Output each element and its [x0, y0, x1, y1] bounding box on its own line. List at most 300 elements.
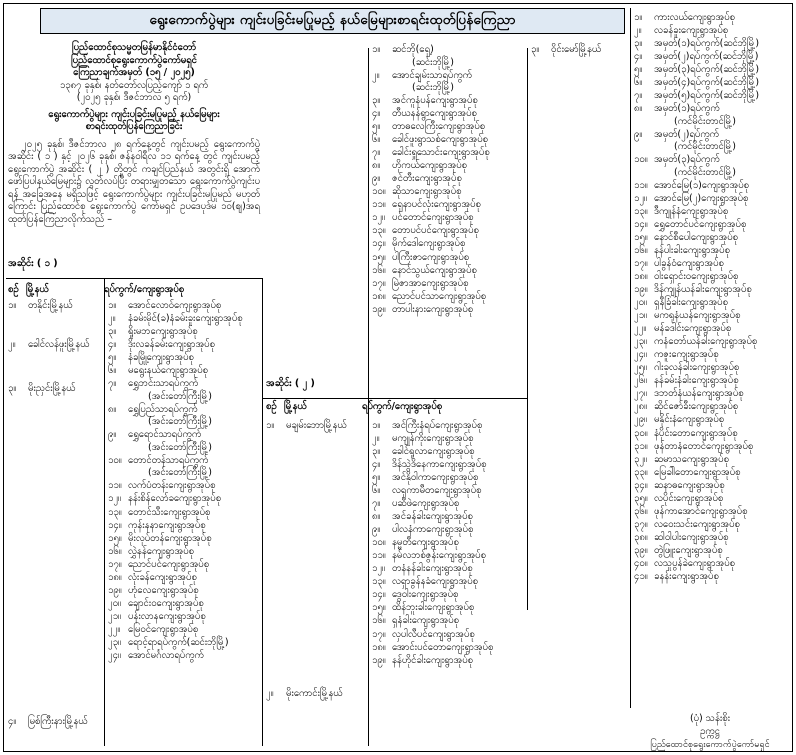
ward-no: ၁၁။	[372, 199, 386, 211]
list-item	[372, 108, 524, 121]
ward-no: ၁၇။	[372, 628, 386, 640]
ward-name: အမှတ်(၂)ရပ်ကွက်(ဆင်ဘိုမြို့)	[654, 51, 759, 63]
list-item	[634, 532, 786, 545]
ward-name-text: အမှတ်(၁)ရပ်ကွက်	[654, 103, 720, 115]
list-item	[108, 598, 258, 611]
ward-no: ၂၂။	[634, 323, 647, 335]
ward-name	[128, 455, 258, 480]
ward-no: ၁၇။	[634, 258, 648, 270]
ward-no: ၁၆။	[634, 245, 648, 257]
list-item	[108, 365, 258, 378]
ward-no: ၂။	[634, 25, 642, 37]
list-item	[634, 284, 786, 297]
list-item	[634, 77, 786, 90]
ward-no: ၂၁။	[108, 610, 121, 622]
ward-name	[128, 404, 258, 429]
ward-name-text: အမှတ်(၃)ရပ်ကွက်	[654, 154, 720, 166]
ward-name: အောင်မြေ(၂)ကျေးရွာအုပ်စု	[654, 192, 749, 204]
list-item	[372, 629, 524, 642]
ward-name: အောင်မြေ(၁)ကျေးရွာအုပ်စု	[654, 179, 750, 191]
ward-name: ကဇူးကျေးရွာအုပ်စု	[654, 349, 719, 361]
ward-name: ရှေနာပင်လုံးကျေးရွာအုပ်စု	[392, 199, 481, 211]
ward-name: အမှတ်(၄)ရပ်ကွက်(ဆင်ဘိုမြို့)	[654, 77, 760, 89]
town-no: ၃။	[8, 383, 17, 395]
ward-name	[654, 154, 786, 179]
town-name: မြစ်ကြီးနားမြို့နယ်	[28, 715, 88, 727]
town-no: ၁။	[8, 300, 17, 311]
ward-name: ဆနာဓကျေးရွာအုပ်စု	[654, 479, 725, 491]
list-item	[634, 129, 786, 154]
ward-name: နန်ခမ်းနံခါးကျေးရွာအုပ်စု	[654, 375, 739, 387]
section-2-ward-list-bottom	[372, 420, 524, 668]
ward-name-text: ရွှေရောင်သာရပ်ကွက်	[128, 429, 202, 441]
ward-name	[392, 44, 524, 69]
list-item	[372, 265, 524, 278]
ward-no: ၅။	[634, 64, 643, 76]
ward-no: ၁၀။	[372, 537, 386, 549]
ward-name: ဖုန်တာနံတောင်ကျေးရွာအုပ်စု	[654, 440, 754, 452]
ward-no: ၃။	[372, 95, 381, 107]
list-item	[8, 300, 102, 313]
ward-no: ၃၄။	[634, 479, 648, 491]
ward-name: အင်ခန်ခါးကျေးရွာအုပ်စု	[392, 511, 473, 523]
ward-no: ၁၉။	[634, 284, 648, 296]
ward-no: ၁၃။	[108, 506, 122, 518]
ward-name: ခနန်းကျေးရွာအုပ်စု	[654, 570, 719, 582]
ward-name: ခေါင်ရူလာကျေးရွာအုပ်စု	[392, 446, 475, 458]
ward-name: အောင်လောဝ်ကျေးရွာအုပ်စု	[128, 300, 222, 311]
ward-no: ၁။	[372, 420, 381, 431]
list-item	[372, 238, 524, 251]
ward-name	[654, 129, 786, 154]
town-name: ဝိုင်းမော်မြို့နယ်	[551, 44, 602, 55]
ward-name: တာပါးနားကျေးရွာအုပ်စု	[392, 303, 474, 315]
ward-no: ၉။	[634, 128, 643, 140]
ward-name: အောင်းပင်တောကျေးရွာအုပ်စု	[392, 641, 494, 653]
list-item	[634, 467, 786, 480]
column-rule-2	[262, 278, 263, 746]
ward-name: ဂါးခုလန်ခါးကျေးရွာအုပ်စု	[654, 362, 740, 374]
ward-no: ၉။	[372, 524, 381, 536]
ward-no: ၂၃။	[634, 336, 647, 348]
section-2-header-town: မြို့နယ်	[284, 401, 307, 412]
list-item	[634, 206, 786, 219]
list-item	[634, 506, 786, 519]
list-item	[634, 388, 786, 401]
list-item	[372, 70, 524, 95]
section-2-headers	[266, 401, 524, 416]
ward-name: လှပါလီပင်ကျေးရွာအုပ်စု	[392, 628, 475, 640]
signature-organization: ပြည်ထောင်စုရွေးကောက်ပွဲကော်မရှင်	[650, 739, 770, 750]
ward-name: နောင်သွယ်ကျေးရွာအုပ်စု	[392, 264, 477, 276]
ward-no: ၈။	[372, 160, 381, 172]
ward-no: ၂၂။	[108, 623, 121, 635]
ward-no: ၁၇။	[108, 558, 122, 570]
list-item	[372, 147, 524, 160]
ward-name: ခေါင်းရှူသောင်းကျေးရွာအုပ်စု	[392, 147, 490, 159]
list-item	[634, 571, 786, 584]
ward-no: ၁၁။	[108, 480, 122, 492]
ward-name: မိုက်ဒေါကျေးရွာအုပ်စု	[392, 238, 466, 250]
section-2-label: အဆိုင်း ( ၂ )	[266, 378, 315, 389]
ward-name: မနိုင်းနံကျေးရွာအုပ်စု	[654, 414, 725, 426]
list-item	[634, 414, 786, 427]
list-item	[372, 44, 524, 69]
ward-name: ဒီကျုန်နံကျေးရွာအုပ်စု	[654, 205, 729, 217]
signature-name: (ပုံ) သန်းစိုး	[689, 713, 731, 724]
list-item	[108, 339, 258, 352]
ward-no: ၂၄။	[108, 649, 121, 661]
ward-name: အင်ကြီးနံရပ်ကျေးရွာအုပ်စု	[392, 420, 483, 431]
ward-name: ဇင်တီးကျေးရွာအုပ်စု	[392, 173, 462, 185]
list-item	[634, 258, 786, 271]
ward-name-text: တောင်တန်သာရပ်ကွက်	[128, 454, 209, 466]
ward-name: မြဲဇာအာကျေးရွာအုပ်စု	[392, 277, 469, 289]
list-item	[634, 51, 786, 64]
ward-no: ၈။	[634, 103, 643, 115]
section-2-header-no: စဉ်	[266, 401, 277, 412]
ward-name	[128, 429, 258, 454]
town-no: ၃။	[531, 44, 540, 55]
ward-name-text: ရွှေဘင်းသာရပ်ကွက်	[128, 378, 199, 390]
ward-no: ၂၉။	[634, 414, 647, 426]
list-item	[372, 576, 524, 589]
page-title: ရွေးကောက်ပွဲများ ကျင်းပခြင်းမပြုမည့် နယ်မြေများစာရင်းထုတ်ပြန်ကြေညာ	[149, 12, 516, 29]
header-rule-left	[6, 278, 262, 279]
list-item	[634, 154, 786, 179]
ward-name: ကုန်းနနာကျေးရွာအုပ်စု	[128, 519, 206, 531]
ward-name: မန်ခဒါင်းကျေးရွာအုပ်စု	[654, 323, 732, 335]
list-item	[372, 472, 524, 485]
ward-name-text: အောင်ချမ်းသာရပ်ကွက်	[392, 69, 472, 81]
ward-name	[128, 378, 258, 403]
ward-no: ၁၅။	[372, 602, 386, 614]
ward-no: ၁။	[634, 12, 643, 23]
ward-name: လက်ပံတန်းကျေးရွာအုပ်စု	[128, 480, 216, 492]
list-item	[372, 420, 524, 433]
list-item	[108, 480, 258, 493]
list-item	[108, 572, 258, 585]
ward-name: အမှတ်(၁)ရပ်ကွက်(ဆင်ဘိုမြို့)	[654, 38, 760, 50]
list-item	[634, 493, 786, 506]
list-item	[372, 160, 524, 173]
ward-name: ရောင့်ရာရပ်ကွက်(ဆင်းဘိုမြို့)	[128, 636, 229, 648]
list-item	[108, 546, 258, 559]
list-item	[634, 519, 786, 532]
list-item	[372, 446, 524, 459]
town-name: မိုးကောင်းမြို့နယ်	[286, 687, 343, 699]
list-item	[634, 90, 786, 103]
list-item	[372, 589, 524, 602]
ward-name: အမှတ်(၅)ရပ်ကွက်(ဆင်ဘိုမြို့)	[654, 90, 760, 102]
ward-no: ၃၈။	[634, 531, 648, 543]
ward-no: ၁၉။	[372, 303, 386, 315]
list-item	[634, 232, 786, 245]
list-item	[634, 219, 786, 232]
town-no: ၂။	[8, 338, 16, 350]
ward-no: ၃၂။	[634, 453, 647, 465]
ward-name: တွဲဖြူးကျေးရွာအုပ်စု	[654, 544, 723, 556]
ward-name: လခန်ခူးကျေးရွာအုပ်စု	[654, 25, 729, 37]
ward-no: ၃၁။	[634, 440, 648, 452]
ward-no: ၁၈။	[634, 271, 648, 283]
list-item	[634, 12, 786, 25]
intro-subtitle-2: စာရင်းထုတ်ပြန်ကြေညာခြင်း	[85, 121, 183, 133]
ward-no: ၃၉။	[634, 544, 648, 556]
ward-name: လသူပွန်ခဲကျေးရွာအုပ်စု	[654, 557, 735, 569]
ward-no: ၄။	[372, 459, 381, 471]
ward-name: မကရုနံယန်ကျေးရွာအုပ်စု	[654, 310, 741, 322]
list-item	[108, 533, 258, 546]
column-rule-5	[630, 8, 631, 708]
ward-name: နောင်စီပေါကျေးရွာအုပ်စု	[654, 232, 739, 244]
ward-name: ခေါင်ဖူးရွာသစ်ကျေးရွာအုပ်စု	[392, 134, 488, 146]
ward-no: ၁၉။	[108, 584, 122, 596]
ward-no: ၂၃။	[108, 636, 121, 648]
ward-name: ဝါးရှောင်းဝကျေးရွာအုပ်စု	[654, 271, 739, 283]
ward-no: ၇။	[108, 378, 117, 390]
ward-name: လရှကာမီတကျေးရွာအုပ်စု	[392, 485, 482, 497]
signature-position: ဥက္ကဋ္ဌ	[700, 726, 720, 738]
ward-no: ၆။	[634, 77, 643, 89]
ward-name-sub: (ကင်မိုင်းတာင်မြို့)	[674, 141, 737, 153]
ward-no: ၃၀။	[634, 427, 648, 439]
list-item	[108, 650, 258, 663]
list-item	[634, 480, 786, 493]
list-item	[266, 688, 364, 701]
ward-no: ၃၅။	[634, 492, 648, 504]
ward-name: မြေခါါတောကျေးရွာအုပ်စု	[654, 466, 741, 478]
ward-no: ၁၀။	[372, 186, 386, 198]
ward-name-sub: (အင်းတော်ကြီးမြို့)	[148, 467, 212, 479]
list-item	[634, 193, 786, 206]
ward-name: ကားလယ်ကျေးရွာအုပ်စု	[654, 12, 735, 23]
ward-no: ၅။	[108, 352, 117, 364]
ward-no: ၁၂။	[108, 493, 121, 505]
ward-name: မကျုန်ကိုးကျေးရွာအုပ်စု	[392, 433, 474, 445]
list-item	[634, 375, 786, 388]
ward-no: ၂၁။	[634, 310, 647, 322]
ward-no: ၅။	[372, 121, 381, 133]
list-item	[372, 252, 524, 265]
ward-name: ရှိုးမဘကျေးရွာအုပ်စု	[128, 326, 198, 338]
ward-no: ၈။	[372, 511, 381, 523]
ward-name: နံခမြိုု့ကျေးရွာအုပ်စု	[128, 352, 194, 364]
ward-no: ၁၅။	[634, 232, 648, 244]
ward-name: လပိုင်းကျေးရွာအုပ်စု	[654, 492, 724, 504]
ward-no: ၂၆။	[634, 375, 647, 387]
ward-name: တီယနန်ရွာကျေးရွာအုပ်စု	[392, 108, 477, 120]
intro-subtitle-1: ရွေးကောက်ပွဲများ ကျင်းပခြင်းမပြုမည့် နယ်မြေများ	[48, 108, 220, 120]
list-item	[634, 558, 786, 571]
list-item	[634, 362, 786, 375]
ward-no: ၇။	[634, 90, 643, 102]
list-item	[108, 300, 258, 313]
ward-name: ဒွေဝါးကျေးရွာအုပ်စု	[392, 589, 459, 601]
list-item	[372, 433, 524, 446]
list-item	[372, 524, 524, 537]
ward-name: ပါလနံကာကျေးရွာအုပ်စု	[392, 524, 474, 536]
list-item	[372, 278, 524, 291]
ward-name	[654, 103, 786, 128]
list-item	[634, 103, 786, 128]
ward-no: ၄။	[108, 339, 117, 351]
header-rule-mid	[262, 398, 527, 399]
ward-name: ရှနီခြံခါးကျေးရွာအုပ်စု	[654, 297, 728, 309]
ward-name: ဆမာသကျေးရွာအုပ်စု	[654, 453, 729, 465]
ward-name: ဒိန်ကျုန်ယန်ခါးကျေးရွာအုပ်စု	[654, 284, 752, 296]
list-item	[372, 304, 524, 317]
ward-no: ၁၉။	[372, 654, 386, 666]
ward-no: ၁၀။	[634, 154, 648, 166]
list-item	[634, 349, 786, 362]
list-item	[634, 428, 786, 441]
ward-name: ထိန်ဘူးခါးကျေးရွာအုပ်စု	[392, 602, 475, 614]
list-item	[634, 245, 786, 258]
ward-no: ၂၇။	[634, 388, 647, 400]
intro-line-4: ၁၃၈၇ ခုနှစ်၊ နတ်တော်လပြည့်ကျော် ၁ ရက်	[59, 79, 209, 91]
ward-name: ပါခွန်ဝံကျေးရွာအုပ်စု	[654, 258, 724, 270]
intro-line-2: ပြည်ထောင်စုရွေးကောက်ပွဲကော်မရှင်	[71, 54, 197, 66]
section-2-label-block	[266, 378, 364, 391]
town-name: မိုးညှင်းမြို့နယ်	[28, 383, 76, 395]
list-item	[372, 173, 524, 186]
section-1-header-town: မြို့နယ်	[26, 284, 49, 295]
list-item	[372, 291, 524, 304]
ward-name: ပင်တောင်ကျေးရွာအုပ်စု	[392, 212, 474, 224]
list-item	[108, 624, 258, 637]
ward-name: ပါကြီးဇာကျေးရွာအုပ်စု	[392, 251, 470, 263]
list-item	[634, 401, 786, 414]
town-no: ၂။	[266, 687, 274, 699]
ward-name-text: ဆင်ဘို(ရှေ့)	[392, 44, 434, 55]
ward-name: တနံနန်ခါးကျေးရွာအုပ်စု	[392, 563, 473, 575]
ward-no: ၄၀။	[634, 557, 648, 569]
ward-no: ၆။	[108, 365, 117, 377]
list-item	[266, 420, 364, 433]
list-item	[634, 271, 786, 284]
section-1-label: အဆိုင်း ( ၁ )	[8, 258, 58, 269]
column-rule-3	[368, 48, 369, 746]
list-item	[108, 611, 258, 624]
ward-name: တာဓလေကြီးကျေးရွာအုပ်စု	[392, 121, 486, 133]
section-2-ward-list-top	[372, 44, 524, 317]
town-name: မချမ်းဘောမြို့နယ်	[286, 420, 347, 431]
ward-name: နမ္မတီကျေးရွာအုပ်စု	[392, 537, 459, 549]
ward-no: ၁၂။	[372, 563, 385, 575]
ward-no: ၂။	[108, 313, 116, 325]
ward-no: ၂၈။	[634, 401, 647, 413]
ward-no: ၁၈။	[372, 641, 386, 653]
list-item	[108, 429, 258, 454]
section-2-header-ward: ရပ်ကွက်/ကျေးရွာအုပ်စု	[362, 401, 443, 412]
list-item	[531, 44, 627, 57]
ward-name: အင်နိုဝါကာကျေးရွာအုပ်စု	[392, 472, 479, 484]
list-item	[634, 323, 786, 336]
list-item	[108, 352, 258, 365]
list-item	[372, 498, 524, 511]
list-item	[108, 585, 258, 598]
section-1-town-list	[8, 300, 102, 729]
ward-name-sub: (အင်းတော်ကြီးမြို့)	[148, 441, 212, 453]
ward-no: ၂၄။	[634, 349, 647, 361]
ward-no: ၁၆။	[372, 615, 386, 627]
ward-no: ၇။	[372, 498, 381, 510]
list-item	[634, 310, 786, 323]
ward-name: လဝေးသင်းကျေးရွာအုပ်စု	[654, 518, 740, 530]
list-item	[8, 339, 102, 352]
column-intro	[8, 42, 260, 227]
list-item	[108, 455, 258, 480]
list-item	[108, 559, 258, 572]
ward-no: ၃၆။	[634, 505, 648, 517]
list-item	[372, 563, 524, 576]
ward-no: ၁၄။	[108, 519, 122, 531]
list-item	[372, 459, 524, 472]
ward-name: နံခမ်းမိုင်(ခ)နံခမ်းခူးကျေးရွာအုပ်စု	[128, 313, 243, 325]
list-item	[8, 716, 102, 729]
list-item	[108, 493, 258, 506]
ward-no: ၇။	[372, 147, 381, 159]
ward-no: ၉။	[372, 173, 381, 185]
ward-name: လွှဲနန်ကျေးရွာအုပ်စု	[128, 545, 194, 557]
ward-name-sub: (ဆင်းဘိုမြို့)	[412, 82, 454, 94]
ward-name: နန်ဟိုင်ခါးကျေးရွာအုပ်စု	[392, 654, 474, 666]
list-item	[634, 336, 786, 349]
ward-name-sub: (ကင်မိုင်းတာင်မြို့)	[674, 166, 737, 178]
town-name: ခေါင်လန်ဖူးမြို့နယ်	[28, 338, 90, 350]
ward-name: နမ်လဘစ်ဇွန်းကျေးရွာအုပ်စု	[392, 550, 486, 562]
intro-line-1: ပြည်ထောင်စုသမ္မတမြန်မာနိုင်ငံတော်	[72, 42, 196, 53]
ward-no: ၄။	[634, 51, 643, 63]
list-item	[108, 326, 258, 339]
ward-name: ဟုံလေကျေးရွာအုပ်စု	[128, 584, 199, 596]
town-no: ၄။	[8, 715, 17, 727]
ward-no: ၁၄။	[372, 238, 386, 250]
list-item	[372, 537, 524, 550]
ward-no: ၁၅။	[108, 532, 122, 544]
list-item	[634, 545, 786, 558]
ward-no: ၁၂။	[634, 192, 647, 204]
ward-no: ၃။	[634, 38, 643, 50]
ward-no: ၃၃။	[634, 466, 648, 478]
ward-name: ဆိုသာကျေးရွာအုပ်စု	[392, 186, 462, 198]
ward-name-text: ရွှေပြည်သာရပ်ကွက်	[128, 403, 198, 415]
ward-name: ဟိုကယ်ကျေးရွာအုပ်စု	[392, 160, 468, 172]
list-item	[634, 297, 786, 310]
ward-no: ၁၄။	[634, 219, 648, 230]
ward-name: ပန်းလာနကျေးရွာအုပ်စု	[128, 610, 206, 622]
ward-no: ၁၇။	[372, 277, 386, 289]
ward-no: ၂၀။	[634, 297, 647, 309]
ward-no: ၅။	[372, 472, 381, 484]
ward-name-sub: (အင်းတော်ကြီးမြို့)	[148, 390, 212, 402]
section-3-town	[531, 44, 627, 57]
ward-name: မြေဝင်ကျေးရွာအုပ်စု	[128, 623, 199, 635]
ward-name: နံပိုင်းတောကျေးရွာအုပ်စု	[654, 427, 738, 439]
list-item	[372, 485, 524, 498]
ward-no: ၁၁။	[634, 179, 648, 191]
list-item	[108, 378, 258, 403]
ward-name: တောင်သီးကျေးရွာအုပ်စု	[128, 506, 211, 518]
section-1-label-block	[8, 258, 260, 271]
ward-name: မိုးလုပ်တန်ကျေးရွာအုပ်စု	[128, 532, 212, 544]
list-item	[372, 199, 524, 212]
town-no: ၁။	[266, 420, 275, 431]
ward-name: အမှတ်(၃)ရပ်ကွက်(ဆင်ဘိုမြို့)	[654, 64, 760, 76]
ward-no: ၃။	[372, 446, 381, 458]
ward-no: ၈။	[108, 403, 117, 415]
